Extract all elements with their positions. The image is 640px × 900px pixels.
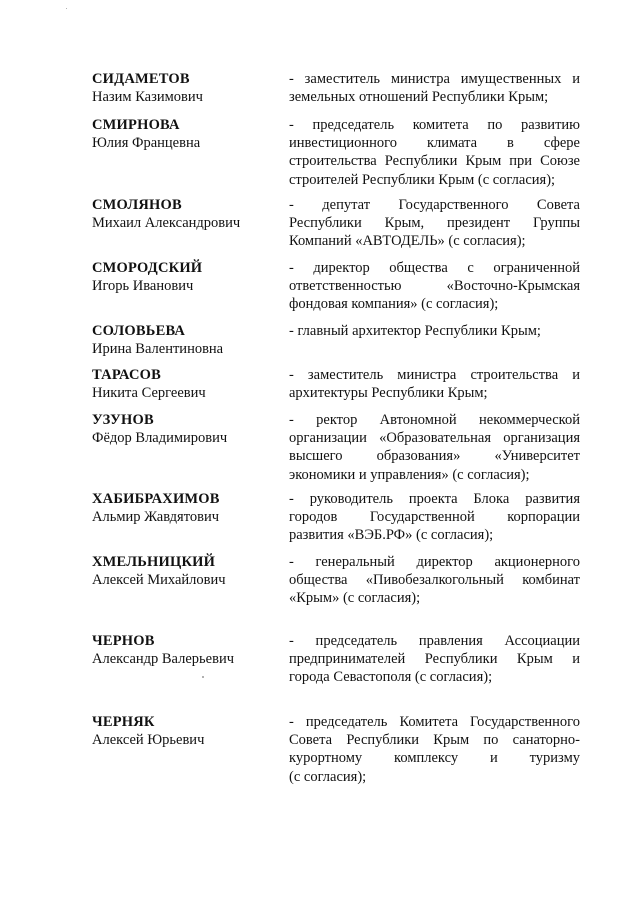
member-position	[289, 259, 580, 314]
position-line: фондовая компания» (с согласия);	[289, 296, 499, 313]
position-line: высшего образования» «Университет	[289, 448, 580, 465]
position-line: - заместитель министра имущественных и	[289, 71, 580, 87]
member-position	[289, 366, 580, 402]
member-position	[289, 553, 580, 608]
member-given-names: Назим Казимович	[92, 89, 203, 105]
member-surname: ЧЕРНЯК	[92, 714, 155, 730]
member-position	[289, 196, 580, 251]
position-line: земельных отношений Республики Крым;	[289, 89, 549, 106]
member-position	[289, 322, 580, 340]
member-surname: УЗУНОВ	[92, 412, 154, 428]
position-line: - директор общества с ограниченной	[289, 260, 580, 276]
position-line: инвестиционного климата в сфере	[289, 135, 580, 152]
position-line: предпринимателей Республики Крым и	[289, 651, 580, 668]
member-surname: СИДАМЕТОВ	[92, 71, 190, 87]
scan-speck	[202, 676, 204, 678]
position-line: ответственностью «Восточно-Крымская	[289, 278, 580, 295]
member-surname: ТАРАСОВ	[92, 367, 161, 383]
position-line: - депутат Государственного Совета	[289, 197, 580, 213]
position-line: - председатель Комитета Государственного	[289, 714, 580, 730]
member-surname: СМИРНОВА	[92, 117, 180, 133]
member-given-names: Игорь Иванович	[92, 278, 194, 294]
position-line: - ректор Автономной некоммерческой	[289, 412, 580, 428]
position-line: - председатель правления Ассоциации	[289, 633, 580, 649]
member-surname: СМОЛЯНОВ	[92, 197, 182, 213]
position-line: - председатель комитета по развитию	[289, 117, 580, 133]
position-line: города Севастополя (с согласия);	[289, 669, 493, 686]
member-position	[289, 70, 580, 106]
member-position	[289, 632, 580, 687]
member-name	[92, 116, 282, 152]
member-given-names: Алексей Юрьевич	[92, 732, 205, 748]
member-name	[92, 70, 282, 106]
member-given-names: Ирина Валентиновна	[92, 341, 224, 357]
position-line: общества «Пивобезалкогольный комбинат	[289, 572, 580, 589]
member-position	[289, 713, 580, 786]
member-name	[92, 632, 282, 668]
position-line: городов Государственной корпорации	[289, 509, 580, 526]
position-line: - главный архитектор Республики Крым;	[289, 323, 541, 339]
member-given-names: Альмир Жавдятович	[92, 509, 220, 525]
position-line: развития «ВЭБ.РФ» (с согласия);	[289, 527, 494, 544]
member-name	[92, 322, 282, 358]
member-given-names: Юлия Францевна	[92, 135, 201, 151]
member-given-names: Алексей Михайлович	[92, 572, 226, 588]
member-surname: ЧЕРНОВ	[92, 633, 155, 649]
member-name	[92, 259, 282, 295]
position-line: Совета Республики Крым по санаторно-	[289, 732, 580, 749]
member-given-names: Александр Валерьевич	[92, 651, 234, 667]
position-line: (с согласия);	[289, 768, 367, 785]
position-line: организации «Образовательная организация	[289, 430, 580, 447]
position-line: строителей Республики Крым (с согласия);	[289, 171, 556, 188]
position-line: Компаний «АВТОДЕЛЬ» (с согласия);	[289, 233, 526, 250]
member-position	[289, 411, 580, 484]
member-surname: СМОРОДСКИЙ	[92, 260, 203, 276]
position-line: архитектуры Республики Крым;	[289, 385, 488, 402]
position-line: Республики Крым, президент Группы	[289, 215, 580, 232]
member-name	[92, 553, 282, 589]
position-line: - заместитель министра строительства и	[289, 367, 580, 383]
member-position	[289, 490, 580, 545]
member-name	[92, 713, 282, 749]
position-line: «Крым» (с согласия);	[289, 590, 421, 607]
member-surname: ХАБИБРАХИМОВ	[92, 491, 220, 507]
member-name	[92, 366, 282, 402]
position-line: строительства Республики Крым при Союзе	[289, 153, 580, 170]
scan-speck	[66, 8, 67, 9]
member-surname: СОЛОВЬЕВА	[92, 323, 186, 339]
member-given-names: Никита Сергеевич	[92, 385, 206, 401]
position-line: курортному комплексу и туризму	[289, 750, 580, 767]
position-line: - генеральный директор акционерного	[289, 554, 580, 570]
member-position	[289, 116, 580, 189]
member-name	[92, 196, 282, 232]
member-name	[92, 490, 282, 526]
member-name	[92, 411, 282, 447]
member-given-names: Михаил Александрович	[92, 215, 241, 231]
member-given-names: Фёдор Владимирович	[92, 430, 228, 446]
position-line: - руководитель проекта Блока развития	[289, 491, 580, 507]
member-surname: ХМЕЛЬНИЦКИЙ	[92, 554, 216, 570]
position-line: экономики и управления» (с согласия);	[289, 466, 530, 483]
